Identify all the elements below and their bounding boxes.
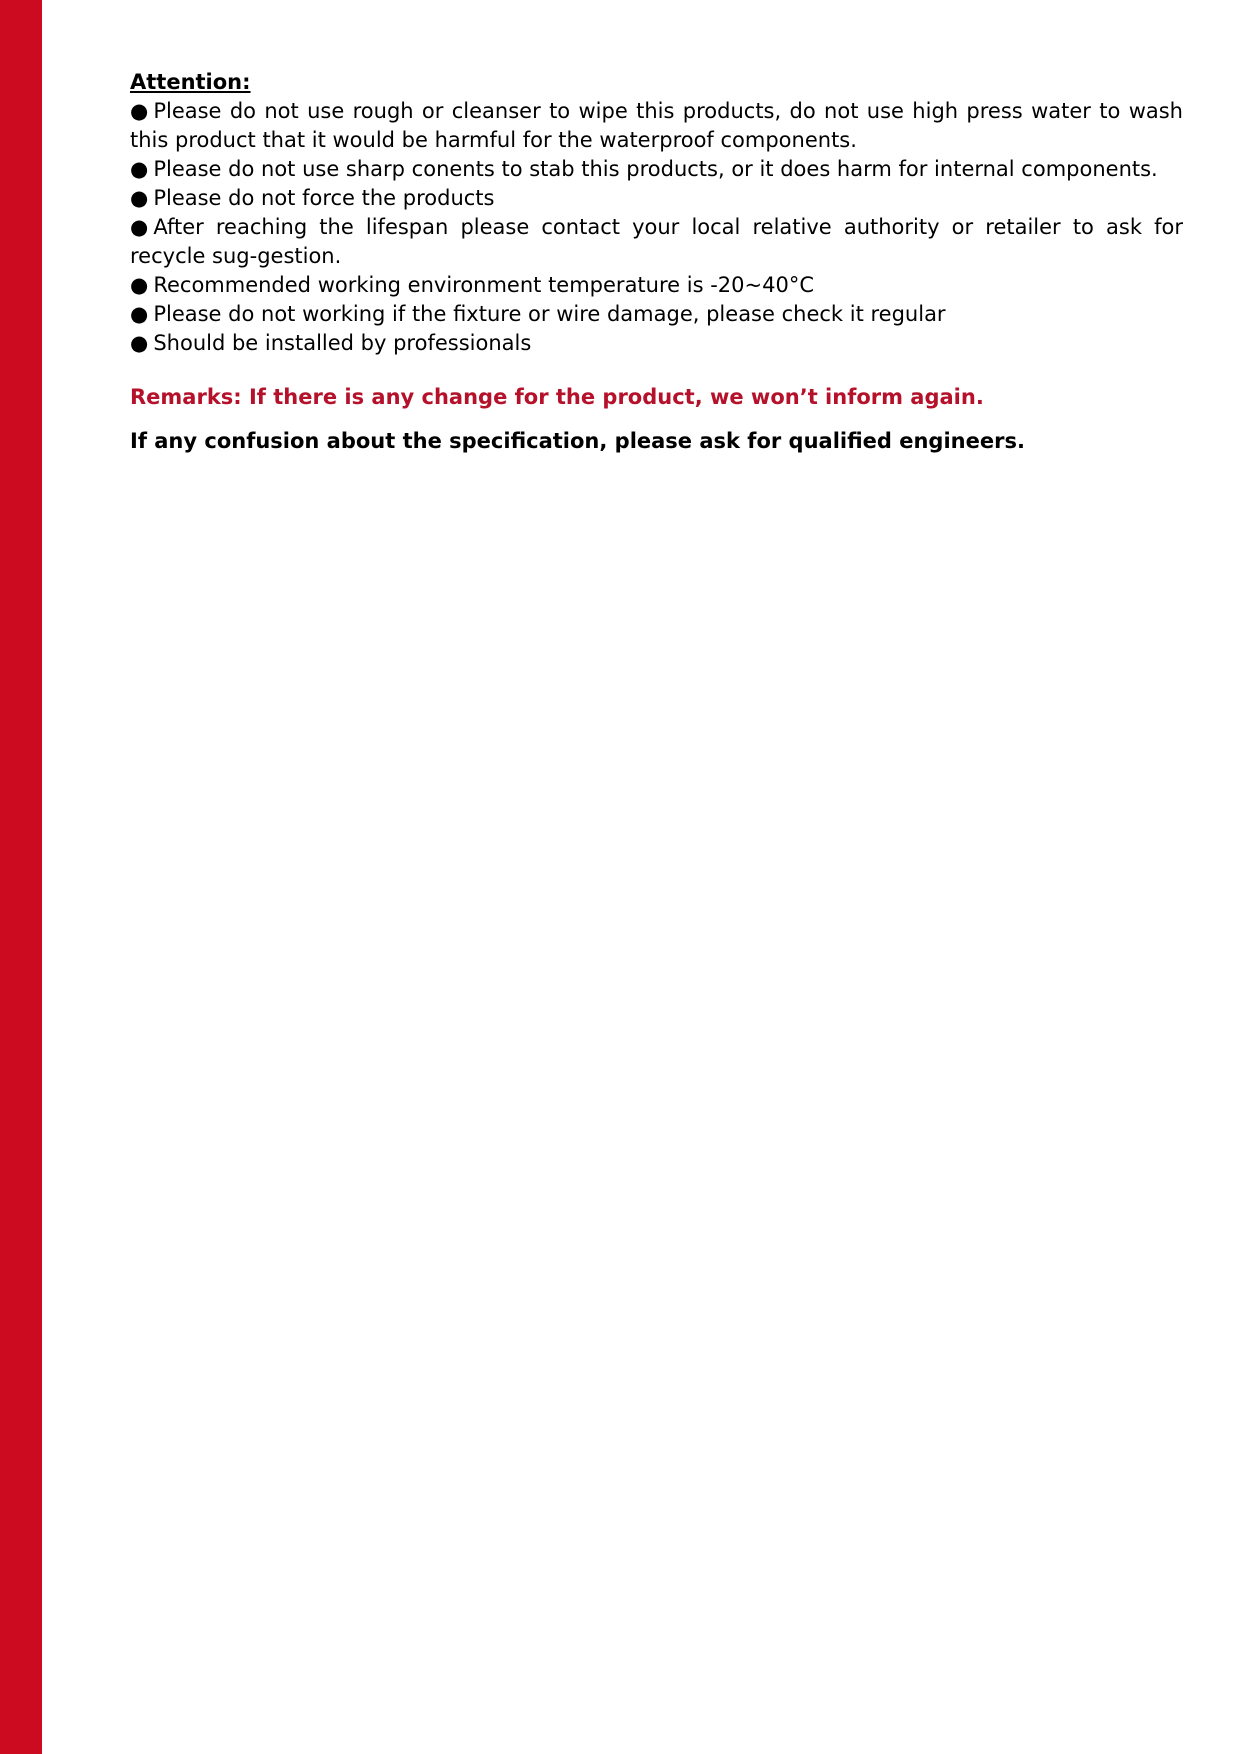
bullet-icon: ●: [130, 302, 149, 326]
bullet-icon: ●: [130, 157, 149, 181]
attention-item: [130, 184, 1183, 213]
remarks-note: Remarks: If there is any change for the product, we won’t inform again.: [130, 385, 984, 409]
document-content: [130, 68, 1183, 456]
attention-item-text: Please do not force the products: [153, 186, 495, 210]
attention-heading: Attention:: [130, 70, 251, 94]
attention-item-text: After reaching the lifespan please contact your local relative authority or retailer to ask for recycle sug-gestion.: [130, 215, 1183, 268]
attention-item-text: Please do not working if the fixture or wire damage, please check it regular: [153, 302, 946, 326]
bullet-icon: ●: [130, 215, 149, 239]
bullet-icon: ●: [130, 186, 149, 210]
attention-item: [130, 271, 1183, 300]
attention-item: [130, 300, 1183, 329]
attention-item: [130, 155, 1183, 184]
attention-item: [130, 97, 1183, 155]
confusion-note: If any confusion about the specification, please ask for qualified engineers.: [130, 429, 1025, 453]
attention-item-text: Recommended working environment temperature is -20~40°C: [153, 273, 814, 297]
attention-item: [130, 213, 1183, 271]
bullet-icon: ●: [130, 273, 149, 297]
attention-item-text: Please do not use rough or cleanser to wipe this products, do not use high press water to wash this product that it would be harmful for the waterproof components.: [130, 99, 1183, 152]
attention-item: [130, 329, 1183, 358]
bullet-icon: ●: [130, 331, 149, 355]
attention-item-text: Please do not use sharp conents to stab this products, or it does harm for internal components.: [153, 157, 1158, 181]
attention-item-text: Should be installed by professionals: [153, 331, 532, 355]
attention-list: [130, 97, 1183, 358]
bullet-icon: ●: [130, 99, 149, 123]
side-color-bar: [0, 0, 42, 1754]
